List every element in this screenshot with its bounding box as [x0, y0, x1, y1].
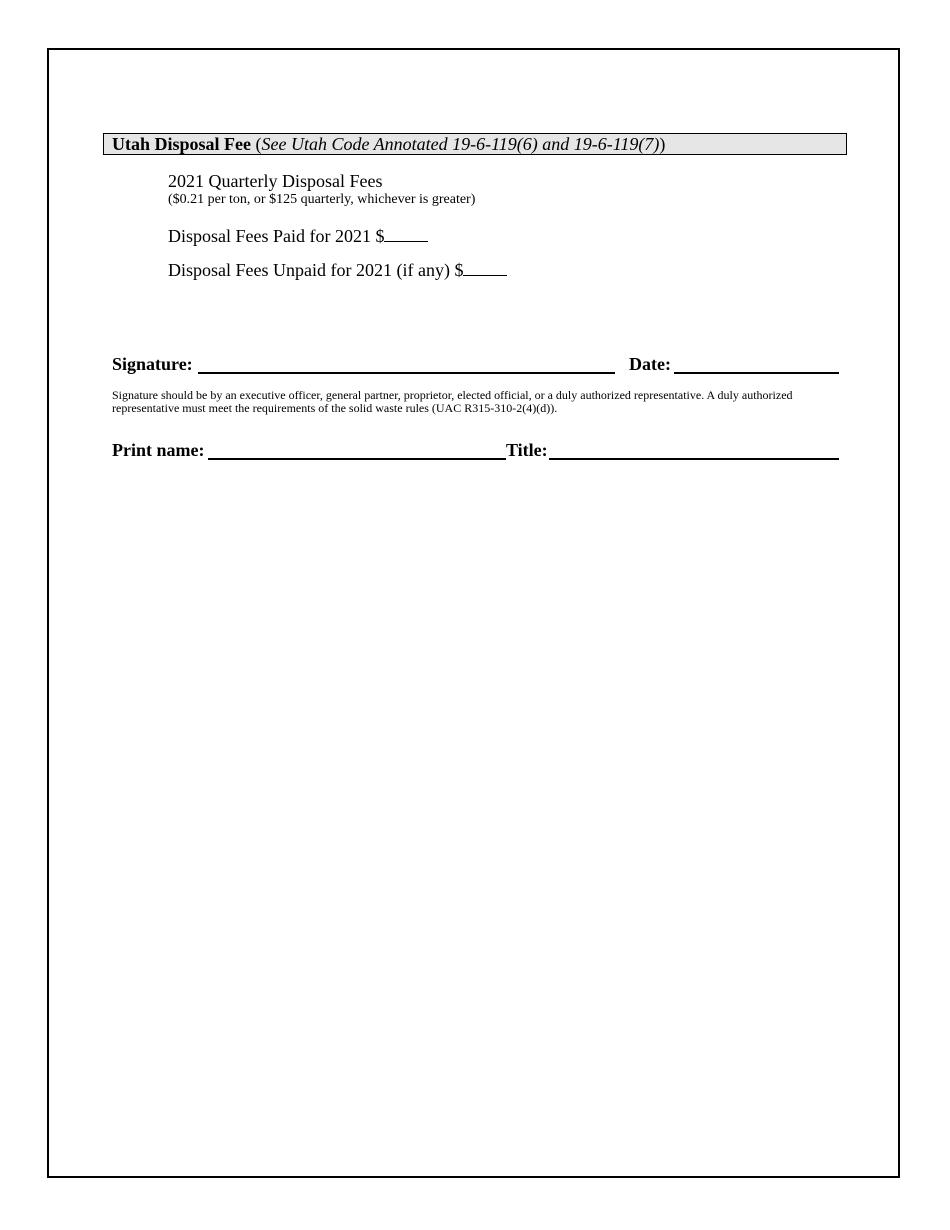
code-citation: See Utah Code Annotated 19-6-119(6) and 19-6-119(7) — [261, 134, 660, 154]
fees-unpaid-field[interactable] — [463, 259, 507, 276]
print-name-field[interactable] — [208, 458, 506, 460]
page-border — [47, 48, 900, 1178]
fees-paid-label: Disposal Fees Paid for 2021 $ — [168, 226, 385, 246]
fees-rate-note: ($0.21 per ton, or $125 quarterly, whichever is greater) — [168, 192, 476, 207]
print-name-label: Print name: — [112, 440, 205, 460]
signature-label: Signature: — [112, 354, 193, 374]
fees-paid-field[interactable] — [384, 225, 428, 242]
open-paren: ( — [251, 134, 262, 154]
close-paren: ) — [659, 134, 666, 154]
date-label: Date: — [629, 354, 671, 374]
fees-block — [168, 170, 475, 208]
fees-title: 2021 Quarterly Disposal Fees — [168, 171, 383, 191]
fees-unpaid-row — [168, 259, 507, 281]
date-field[interactable] — [674, 372, 839, 374]
fees-paid-row — [168, 225, 428, 247]
print-name-row — [112, 438, 840, 462]
signature-field[interactable] — [198, 372, 615, 374]
signature-row — [112, 352, 840, 376]
title-label: Title: — [506, 440, 548, 460]
signature-note: Signature should be by an executive officer, general partner, proprietor, elected official, or a duly authorized representative. A duly authorized representative must meet the requirements of the solid waste rules (UAC R315-310-2(4)(d)). — [112, 388, 793, 415]
fees-unpaid-label: Disposal Fees Unpaid for 2021 (if any) $ — [168, 260, 464, 280]
section-title: Utah Disposal Fee — [112, 134, 251, 154]
title-field[interactable] — [549, 458, 839, 460]
section-header — [103, 133, 847, 155]
